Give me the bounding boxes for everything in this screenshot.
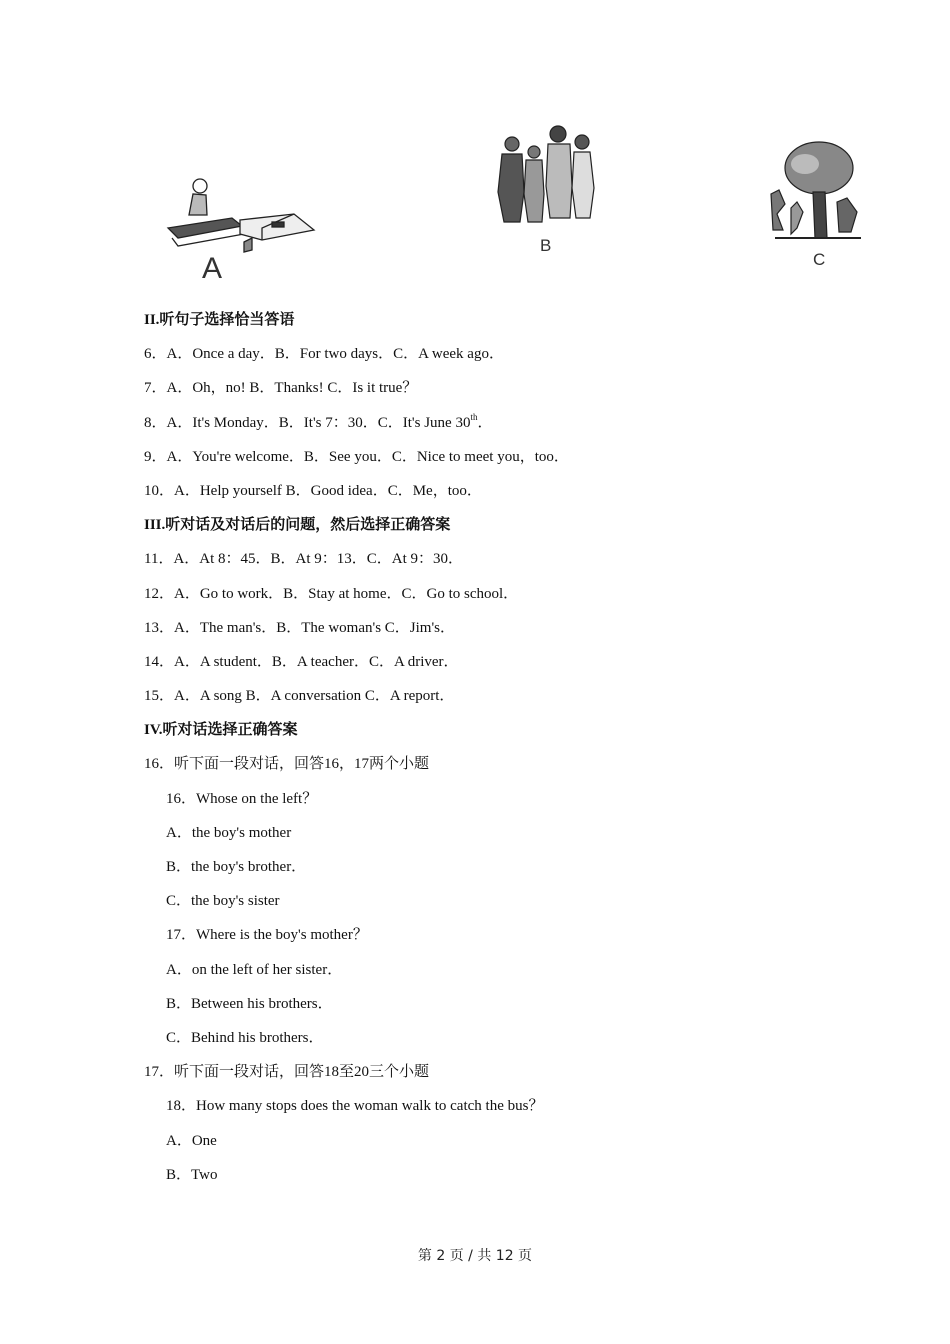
question-6: 6．A．Once a day．B．For two days．C．A week ago． xyxy=(144,346,504,363)
question-11: 11．A．At 8：45．B．At 9：13．C．At 9：30． xyxy=(144,551,464,568)
question-12: 12．A．Go to work．B．Stay at home．C．Go to school． xyxy=(144,585,519,602)
question-8-superscript: th xyxy=(470,411,478,422)
picture-c xyxy=(765,138,869,273)
section-2-title: II.听句子选择恰当答语 xyxy=(144,312,295,328)
question-18: 18．How many stops does the woman walk to catch the bus？ xyxy=(166,1098,544,1115)
question-16-option-a: A．the boy's mother xyxy=(166,824,292,841)
page-footer: 第 2 页 / 共 12 页 xyxy=(417,1248,533,1264)
picture-b xyxy=(490,122,602,262)
group-16-intro: 16．听下面一段对话，回答16，17两个小题 xyxy=(144,756,430,773)
question-8 xyxy=(144,406,844,440)
question-10: 10．A．Help yourself B．Good idea．C．Me，too． xyxy=(144,482,482,499)
picture-a xyxy=(162,170,322,285)
question-17-option-b: B．Between his brothers． xyxy=(166,995,333,1012)
question-8-text: 8．A．It's Monday．B．It's 7：30．C．It's June 30 xyxy=(144,414,471,431)
question-8-end: ． xyxy=(477,414,493,431)
question-16-option-c: C．the boy's sister xyxy=(166,893,280,910)
picture-a-label: A xyxy=(202,252,223,285)
section-3-title: III.听对话及对话后的问题，然后选择正确答案 xyxy=(144,517,451,534)
section-4-title: IV.听对话选择正确答案 xyxy=(144,722,298,739)
question-18-option-b: B．Two xyxy=(166,1166,218,1183)
question-15: 15．A．A song B．A conversation C．A report． xyxy=(144,688,455,705)
question-list xyxy=(144,303,844,1192)
picture-c-label: C xyxy=(813,250,826,269)
question-16: 16．Whose on the left？ xyxy=(166,790,318,807)
picture-b-drawing xyxy=(490,122,602,232)
question-18-option-a: A．One xyxy=(166,1132,217,1149)
question-17-option-c: C．Behind his brothers． xyxy=(166,1029,324,1046)
picture-a-drawing xyxy=(162,170,322,285)
question-7: 7．A．Oh，no! B．Thanks! C．Is it true？ xyxy=(144,380,418,397)
question-9: 9．A．You're welcome．B．See you．C．Nice to meet you，too． xyxy=(144,448,569,465)
question-16-option-b: B．the boy's brother． xyxy=(166,859,307,875)
picture-b-label: B xyxy=(540,236,552,255)
question-14: 14．A．A student．B．A teacher．C．A driver． xyxy=(144,653,459,670)
question-17-option-a: A．on the left of her sister． xyxy=(166,961,343,978)
question-13: 13．A．The man's．B．The woman's C．Jim's． xyxy=(144,619,456,636)
picture-c-drawing xyxy=(765,138,869,248)
group-17-intro: 17．听下面一段对话，回答18至20三个小题 xyxy=(144,1064,430,1081)
question-17: 17．Where is the boy's mother？ xyxy=(166,927,368,944)
